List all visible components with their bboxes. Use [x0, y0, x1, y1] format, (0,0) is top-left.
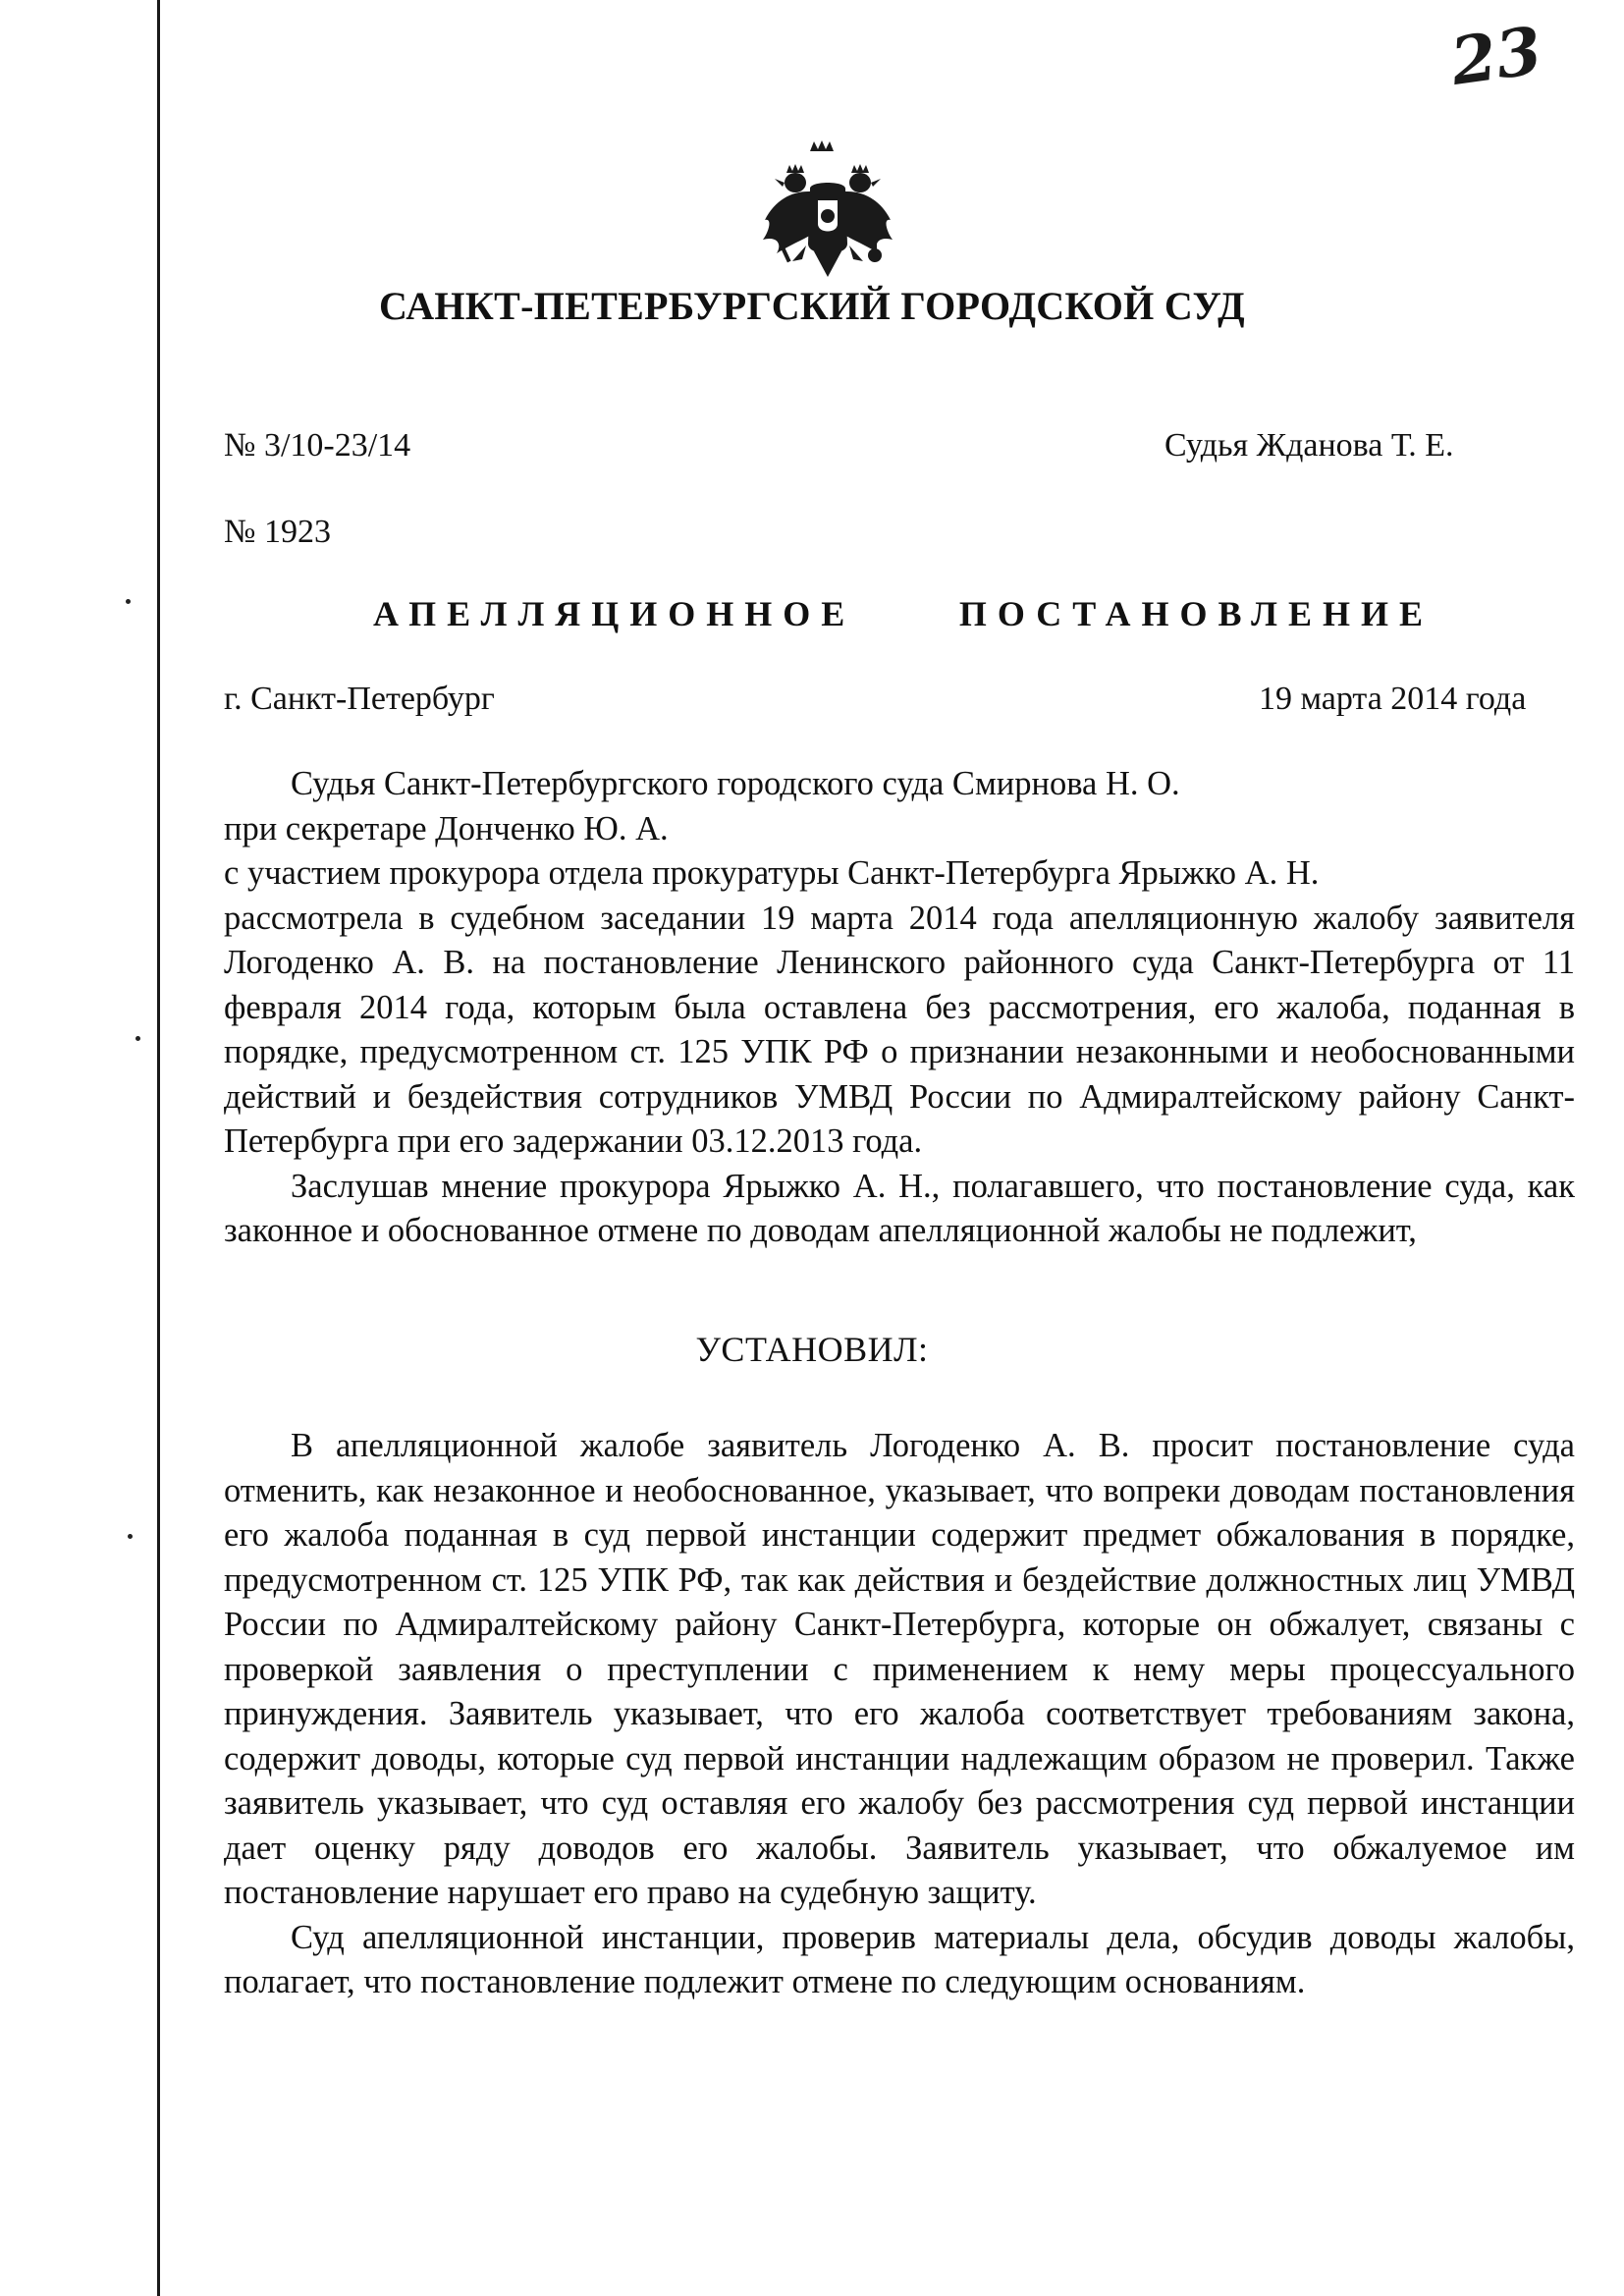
court-name: САНКТ-ПЕТЕРБУРГСКИЙ ГОРОДСКОЙ СУД	[379, 284, 1245, 328]
title-word-1: АПЕЛЛЯЦИОННОЕ	[373, 594, 856, 633]
place: г. Санкт-Петербург	[224, 681, 495, 717]
body-paragraph-2: Суд апелляционной инстанции, проверив материалы дела, обсудив доводы жалобы, полагает, что постановление подлежит отмене по следующим основаниям.	[224, 1918, 1575, 2000]
date: 19 марта 2014 года	[1259, 681, 1527, 717]
intro-block	[224, 762, 1575, 1254]
scan-speck	[126, 599, 131, 604]
scan-speck	[128, 1534, 133, 1539]
hearing-paragraph: Заслушав мнение прокурора Ярыжко А. Н., полагавшего, что постановление суда, как законное и обоснованное отмене по доводам апелляционной жалобы не подлежит,	[224, 1167, 1575, 1249]
scan-binding-line	[157, 0, 160, 2296]
document-title	[373, 593, 1434, 634]
document-number: № 1923	[224, 514, 331, 550]
judge-name: Судья Жданова Т. Е.	[1164, 427, 1454, 464]
intro-line-prosecutor: с участием прокурора отдела прокуратуры Санкт-Петербурга Ярыжко А. Н.	[224, 854, 1320, 892]
main-body	[224, 1424, 1575, 2005]
double-headed-eagle-emblem	[759, 137, 896, 283]
title-word-2: ПОСТАНОВЛЕНИЕ	[958, 594, 1434, 633]
case-number: № 3/10-23/14	[224, 427, 411, 464]
section-heading: УСТАНОВИЛ:	[695, 1330, 929, 1369]
body-paragraph-1: В апелляционной жалобе заявитель Логоденко А. В. просит постановление суда отменить, как незаконное и необоснованное, указывает, что вопреки доводам постановления его жалоба поданная в суд первой инстанции содержит предмет обжалования в порядке, предусмотренном ст. 125 УПК РФ, так как действия и бездействие должностных лиц УМВД России по Адмиралтейскому району Санкт-Петербурга, которые он обжалует, связаны с проверкой заявления о преступлении с применением к нему меры процессуального принуждения. Заявитель указывает, что его жалоба соответствует требованиям закона, содержит доводы, которые суд первой инстанции надлежащим образом не проверил. Также заявитель указывает, что суд оставляя его жалобу без рассмотрения суд первой инстанции дает оценку ряду доводов его жалобы. Заявитель указывает, что обжалуемое им постановление нарушает его право на судебную защиту.	[224, 1427, 1575, 1911]
intro-line-secretary: при секретаре Донченко Ю. А.	[224, 809, 669, 847]
handwritten-sheet-number: 23	[1446, 11, 1546, 101]
scan-speck	[135, 1036, 140, 1041]
intro-line-judge: Судья Санкт-Петербургского городского суда Смирнова Н. О.	[291, 765, 1180, 802]
intro-paragraph: рассмотрела в судебном заседании 19 марта 2014 года апелляционную жалобу заявителя Логоденко А. В. на постановление Ленинского районного суда Санкт-Петербурга от 11 февраля 2014 года, которым была оставлена без рассмотрения, его жалоба, поданная в порядке, предусмотренном ст. 125 УПК РФ о признании незаконными и необоснованными действий и бездействия сотрудников УМВД России по Адмиралтейскому району Санкт-Петербурга при его задержании 03.12.2013 года.	[224, 899, 1575, 1160]
